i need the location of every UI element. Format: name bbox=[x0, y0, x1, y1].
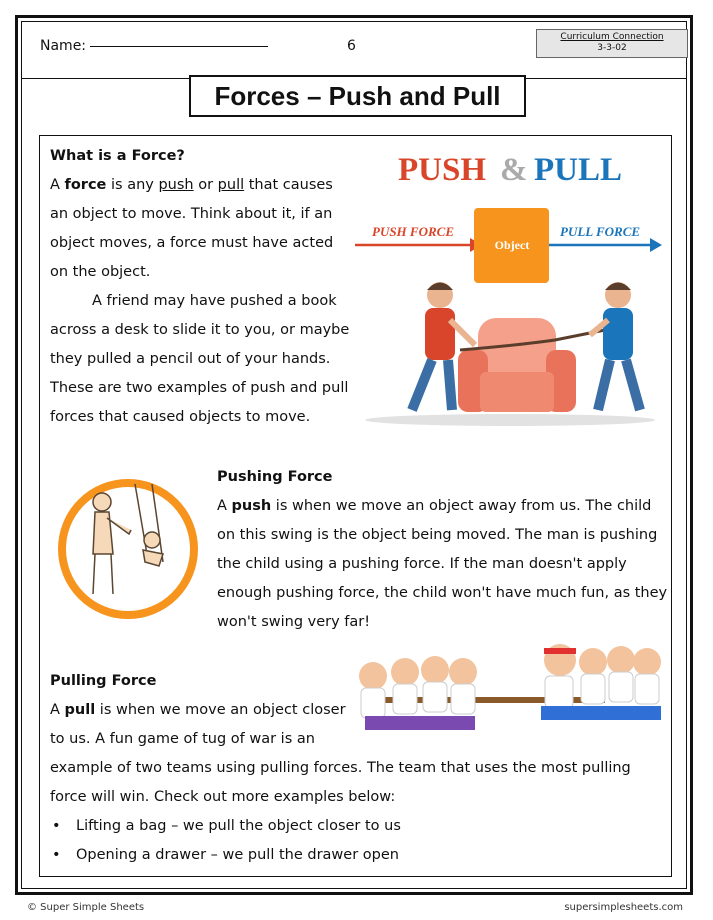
name-label: Name: bbox=[40, 38, 87, 54]
left-team bbox=[359, 656, 477, 730]
curriculum-title: Curriculum Connection bbox=[560, 32, 664, 42]
armchair bbox=[458, 318, 576, 412]
name-line[interactable] bbox=[90, 46, 268, 47]
illustration-push-word: PUSH bbox=[398, 152, 487, 188]
push-force-label: PUSH FORCE bbox=[372, 224, 454, 239]
section-pulling-force-head bbox=[50, 667, 350, 696]
force-definition: A force is any push or pull that causes an object to move. Think about it, if an object moves, a force must have acted on the object. bbox=[50, 177, 334, 280]
curriculum-code: 3-3-02 bbox=[597, 43, 627, 53]
object-label: Object bbox=[494, 238, 530, 252]
list-item: • Opening a drawer – we pull the drawer open bbox=[50, 841, 670, 870]
list-item: • Lifting a bag – we pull the object closer to us bbox=[50, 812, 670, 841]
push-term: push bbox=[158, 177, 194, 193]
push-pull-illustration bbox=[350, 140, 670, 430]
worksheet-title: Forces – Push and Pull bbox=[189, 75, 526, 117]
pull-description-continued: example of two teams using pulling forces. The team that uses the most pulling force will win. Check out more examples below: bbox=[50, 760, 631, 805]
orange-circle bbox=[62, 483, 194, 615]
right-team bbox=[541, 644, 661, 720]
swing-illustration bbox=[55, 474, 205, 624]
pull-arrow-head bbox=[650, 238, 662, 252]
website: supersimplesheets.com bbox=[564, 902, 683, 913]
curriculum-connection-box bbox=[536, 29, 688, 58]
force-term: force bbox=[64, 177, 107, 193]
pull-description-cont bbox=[50, 754, 670, 870]
section-heading: Pushing Force bbox=[217, 469, 333, 485]
push-bold: push bbox=[231, 498, 272, 514]
copyright: © Super Simple Sheets bbox=[27, 902, 145, 913]
pull-bold: pull bbox=[64, 702, 96, 718]
section-pushing-force bbox=[217, 463, 672, 637]
section-heading: What is a Force? bbox=[50, 148, 185, 164]
tug-of-war-illustration bbox=[345, 638, 667, 748]
examples-list bbox=[50, 812, 670, 870]
examples-paragraph: A friend may have pushed a book across a desk to slide it to you, or maybe they pulled a pencil out of your hands. These are two examples of push and pull forces that caused objects to move. bbox=[50, 293, 350, 425]
section-heading: Pulling Force bbox=[50, 673, 157, 689]
illustration-amp: & bbox=[500, 152, 528, 188]
name-field[interactable] bbox=[40, 38, 268, 54]
ground-shadow bbox=[365, 414, 655, 426]
pull-term: pull bbox=[217, 177, 245, 193]
pull-force-label: PULL FORCE bbox=[560, 224, 641, 239]
push-description: A push is when we move an object away from us. The child on this swing is the object being moved. The man is pushing the child using a pushing force. If the man doesn't apply enough pushing force, the child won't have much fun, as they won't swing very far! bbox=[217, 498, 668, 630]
pulling-man bbox=[590, 282, 640, 410]
illustration-pull-word: PULL bbox=[534, 152, 623, 188]
pull-description: A pull is when we move an object closer to us. A fun game of tug of war is an bbox=[50, 702, 346, 747]
page-number: 6 bbox=[347, 38, 356, 54]
section-what-is-force bbox=[50, 142, 355, 432]
